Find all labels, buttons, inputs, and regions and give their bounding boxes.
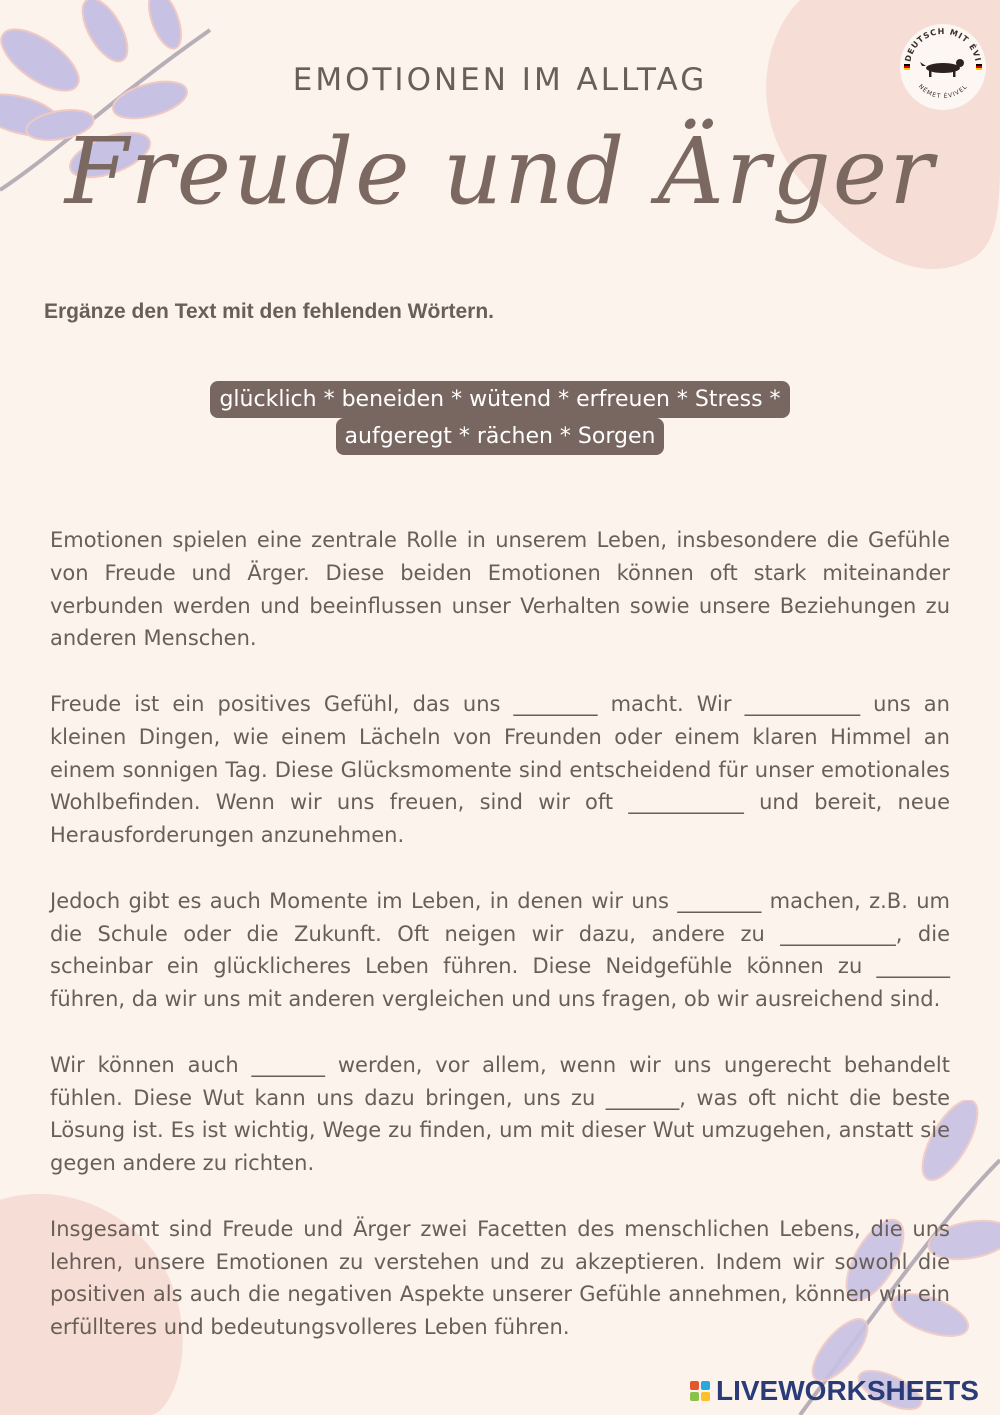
paragraph-2: Freude ist ein positives Gefühl, das uns ________ macht. Wir ___________ uns an kleinen Dingen, wie einem Lächeln von Freunden oder einem klaren Himmel an einem sonnigen Tag. Diese Glücksmomente sind entscheidend für unser emotionales Wohlbefinden. Wenn wir uns freuen, sind wir oft ___________ und bereit, neue Herausforderungen anzunehmen. [50,691,950,848]
word-bank [0,381,1000,455]
paragraph-1: Emotionen spielen eine zentrale Rolle in unserem Leben, insbesondere die Gefühle von Freude und Ärger. Diese beiden Emotionen können oft stark miteinander verbunden werden und beeinflussen unser Verhalten sowie unsere Beziehungen zu anderen Menschen. [50,528,950,651]
liveworksheets-brand: LIVEWORKSHEETS [716,1375,979,1406]
page-title: Freude und Ärger [64,118,936,225]
word-bank-line-1: glücklich * beneiden * wütend * erfreuen * Stress * [210,381,789,418]
paragraph-5: Insgesamt sind Freude und Ärger zwei Facetten des menschlichen Lebens, die uns lehren, unsere Emotionen zu verstehen und zu akzeptieren. Indem wir sowohl die positiven als auch die negativen Aspekte unserer Gefühle annehmen, können wir ein erfüllteres und bedeutungsvolleres Leben führen. [50,1216,950,1340]
svg-text:NÉMET ÉVIVEL: NÉMET ÉVIVEL [916,83,970,101]
instruction: Ergänze den Text mit den fehlenden Wörtern. [44,300,494,323]
liveworksheets-cubes-icon [690,1381,710,1401]
paragraph-4: Wir können auch _______ werden, vor allem, wenn wir uns ungerecht behandelt fühlen. Diese Wut kann uns dazu bringen, uns zu _______, was oft nicht die beste Lösung ist. Es ist wichtig, Wege zu finden, um mit dieser Wut umzugehen, anstatt sie gegen andere zu richten. [50,1052,950,1176]
word-bank-line-2: aufgeregt * rächen * Sorgen [336,418,665,455]
subtitle: EMOTIONEN IM ALLTAG [292,62,708,98]
svg-text:DEUTSCH MIT ÉVI: DEUTSCH MIT ÉVI [903,26,983,63]
paragraph-3: Jedoch gibt es auch Momente im Leben, in denen wir uns ________ machen, z.B. um die Schule oder die Zukunft. Oft neigen wir dazu, andere zu ___________, die scheinbar ein glücklicheres Leben führen. Diese Neidgefühle können zu _______ führen, da wir uns mit anderen vergleichen und uns fragen, ob wir ausreichend sind. [50,888,950,1012]
exercise-text [50,524,950,1377]
liveworksheets-logo [690,1375,979,1407]
